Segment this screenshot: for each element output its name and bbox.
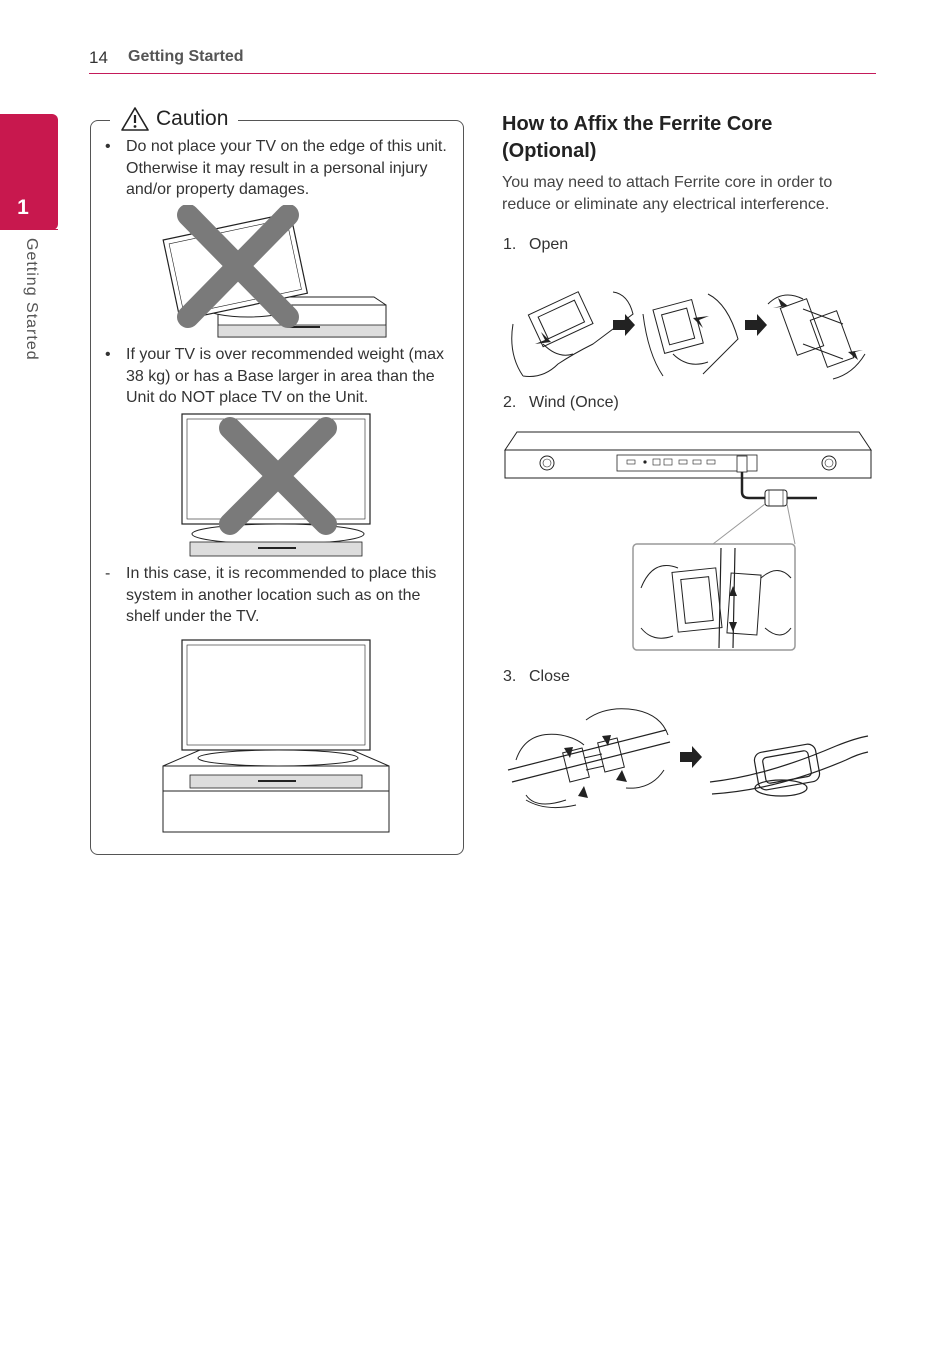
dash-marker: -	[105, 565, 111, 582]
caution-item	[105, 563, 450, 628]
step-label: Wind (Once)	[529, 394, 619, 411]
caution-heading	[110, 104, 238, 134]
chapter-label: Getting Started	[23, 238, 40, 361]
caution-item-text: If your TV is over recommended weight (max 38 kg) or has a Base larger in area than the Unit do NOT place TV on the Unit.	[126, 346, 445, 407]
step-label: Close	[529, 668, 570, 685]
warning-icon	[120, 106, 150, 132]
header-section-title: Getting Started	[128, 48, 244, 65]
step-number: 1.	[503, 236, 517, 253]
caution-title: Caution	[156, 107, 229, 130]
open-ferrite-illustration	[503, 284, 873, 384]
section-intro: You may need to attach Ferrite core in order to reduce or eliminate any electrical interference.	[502, 174, 833, 213]
caution-item	[105, 344, 450, 409]
step-number: 3.	[503, 668, 517, 685]
close-ferrite-illustration	[506, 700, 870, 814]
step-label: Open	[529, 236, 569, 253]
caution-item	[105, 136, 450, 201]
heavy-tv-on-unit-illustration	[180, 412, 380, 560]
step-number: 2.	[503, 394, 517, 411]
step-item	[503, 668, 570, 686]
chapter-tab-divider	[0, 229, 58, 230]
chapter-number: 1	[17, 196, 29, 219]
tv-on-edge-illustration	[160, 205, 390, 340]
section-title: How to Affix the Ferrite Core (Optional)	[502, 113, 773, 162]
bullet-marker: •	[105, 138, 111, 155]
caution-item-text: In this case, it is recommended to place this system in another location such as on the shelf under the TV.	[126, 565, 437, 626]
chapter-tab	[0, 114, 58, 230]
step-item	[503, 394, 619, 412]
wind-ferrite-illustration	[503, 428, 873, 654]
bullet-marker: •	[105, 346, 111, 363]
step-item	[503, 236, 568, 254]
caution-item-text: Do not place your TV on the edge of this unit. Otherwise it may result in a personal injury and/or property damages.	[126, 138, 447, 199]
page-number: 14	[89, 48, 108, 67]
page-header	[89, 46, 876, 74]
unit-on-shelf-illustration	[160, 638, 392, 834]
